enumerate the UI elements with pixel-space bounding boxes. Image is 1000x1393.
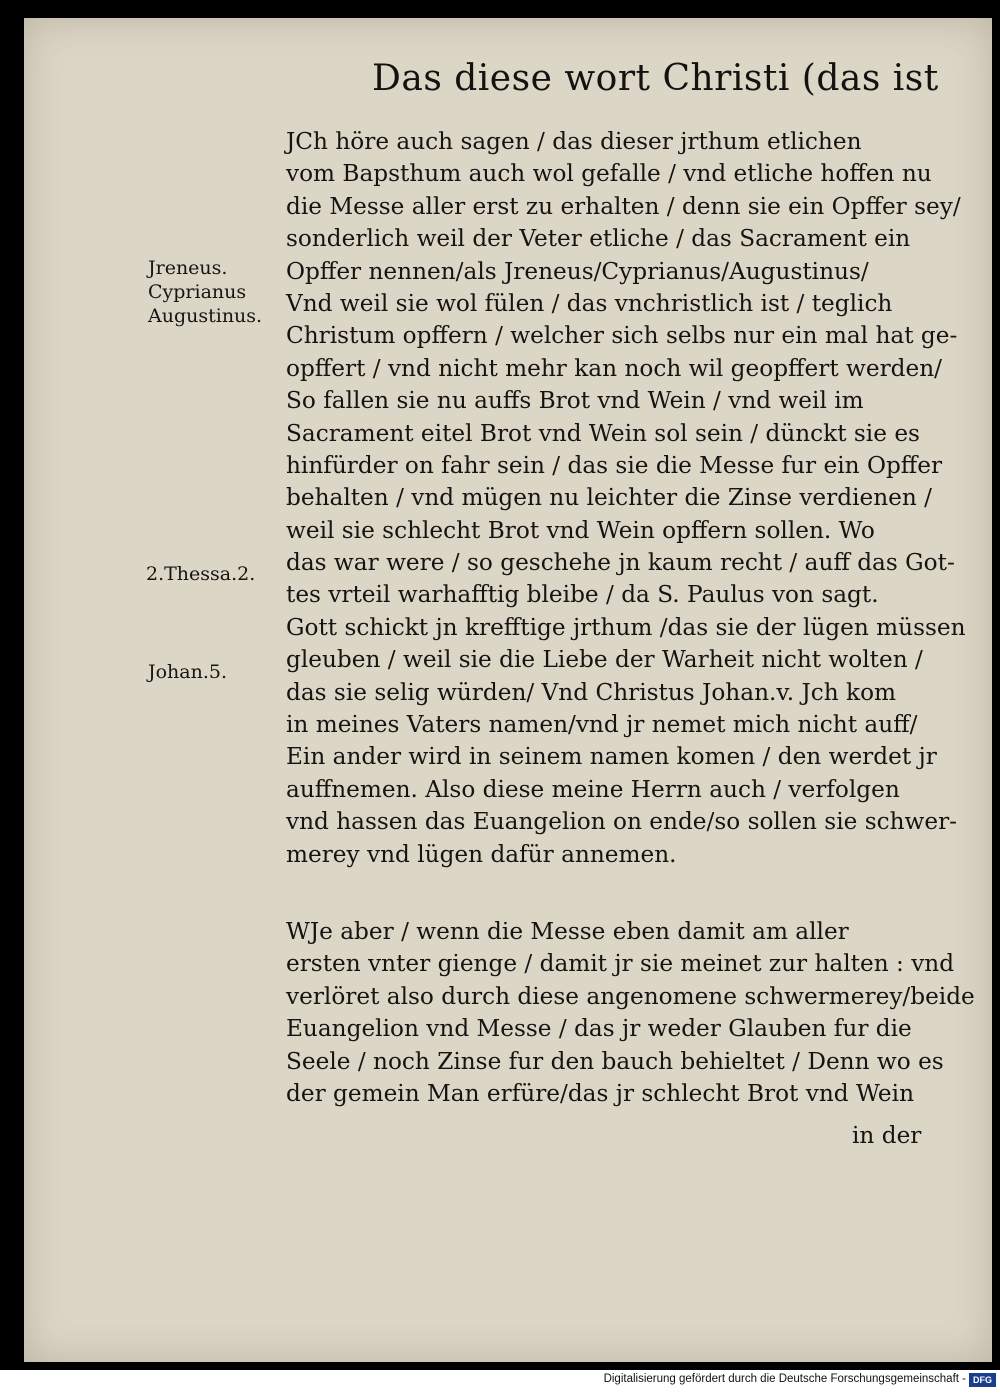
- running-head: Das diese wort Christi (das ist: [372, 58, 939, 99]
- text-line: merey vnd lügen dafür annemen.: [286, 840, 677, 868]
- text-line: WJe aber / wenn die Messe eben damit am aller: [286, 918, 849, 945]
- text-line: vnd hassen das Euangelion on ende/so sollen sie schwer-: [286, 808, 958, 836]
- text-line: JCh höre auch sagen / das dieser jrthum etlichen: [286, 128, 862, 155]
- text-line: vom Bapsthum auch wol gefalle / vnd etliche hoffen nu: [286, 160, 932, 188]
- funding-credit: Digitalisierung gefördert durch die Deutsche Forschungsgemeinschaft -: [603, 1373, 966, 1385]
- paragraph-2: [286, 916, 975, 1110]
- text-line: das war were / so geschehe jn kaum recht / auff das Got-: [286, 549, 955, 577]
- text-line: auffnemen. Also diese meine Herrn auch / verfolgen: [286, 775, 900, 803]
- margin-note-johannes: Johan.5.: [148, 661, 228, 683]
- catchword: in der: [852, 1122, 922, 1149]
- paragraph-1: [286, 126, 966, 871]
- text-line: das sie selig würden/ Vnd Christus Johan.v. Jch kom: [286, 678, 897, 706]
- text-line: tes vrteil warhafftig bleibe / da S. Paulus von sagt.: [286, 581, 879, 609]
- text-line: behalten / vnd mügen nu leichter die Zinse verdienen /: [286, 484, 932, 512]
- margin-note-line: Jreneus.: [148, 257, 228, 279]
- text-line: Seele / noch Zinse fur den bauch behieltet / Denn wo es: [286, 1047, 944, 1075]
- margin-note-thessalonians: 2.Thessa.2.: [146, 563, 256, 585]
- margin-note-line: Augustinus.: [148, 305, 263, 327]
- text-line: Euangelion vnd Messe / das jr weder Glauben fur die: [286, 1015, 912, 1043]
- text-line: die Messe aller erst zu erhalten / denn sie ein Opffer sey/: [286, 192, 961, 220]
- text-line: Christum opffern / welcher sich selbs nur ein mal hat ge-: [286, 322, 958, 350]
- margin-note-church-fathers: [148, 256, 262, 328]
- text-line: opffert / vnd nicht mehr kan noch wil geopffert werden/: [286, 354, 942, 382]
- text-line: So fallen sie nu auffs Brot vnd Wein / vnd weil im: [286, 387, 864, 415]
- text-line: der gemein Man erfüre/das jr schlecht Brot vnd Wein: [286, 1079, 915, 1107]
- text-line: Ein ander wird in seinem namen komen / den werdet jr: [286, 743, 937, 771]
- text-line: Sacrament eitel Brot vnd Wein sol sein / dünckt sie es: [286, 419, 920, 447]
- text-line: sonderlich weil der Veter etliche / das Sacrament ein: [286, 225, 911, 253]
- text-line: weil sie schlecht Brot vnd Wein opffern sollen. Wo: [286, 516, 875, 544]
- dfg-logo-icon: DFG: [969, 1373, 996, 1387]
- text-line: Opffer nennen/als Jreneus/Cyprianus/Augustinus/: [286, 257, 869, 285]
- text-line: Gott schickt jn krefftige jrthum /das sie der lügen müssen: [286, 613, 966, 641]
- text-line: hinfürder on fahr sein / das sie die Messe fur ein Opffer: [286, 451, 943, 479]
- text-line: Vnd weil sie wol fülen / das vnchristlich ist / teglich: [286, 289, 893, 317]
- margin-note-line: Cyprianus: [148, 281, 247, 303]
- text-line: ersten vnter gienge / damit jr sie meinet zur halten : vnd: [286, 950, 955, 978]
- text-line: in meines Vaters namen/vnd jr nemet mich nicht auff/: [286, 711, 918, 739]
- text-line: gleuben / weil sie die Liebe der Warheit nicht wolten /: [286, 646, 923, 674]
- text-line: verlöret also durch diese angenomene schwermerey/beide: [286, 982, 975, 1010]
